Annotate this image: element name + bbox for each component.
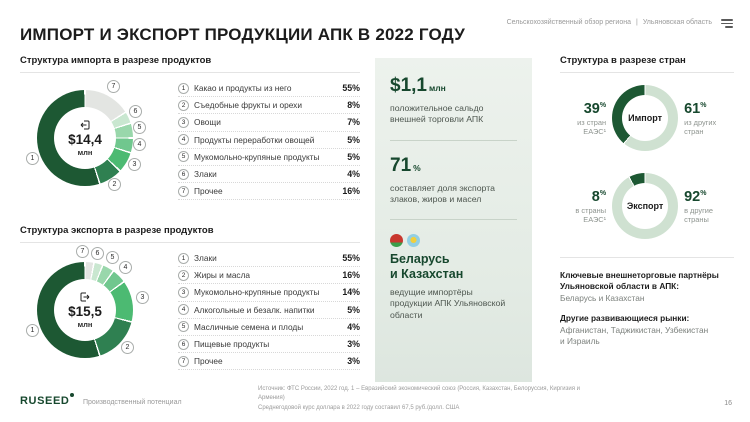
- export-section-title: Структура экспорта в разрезе продуктов: [20, 225, 214, 236]
- export-share-desc: составляет доля экспорта злаков, жиров и масел: [390, 182, 495, 204]
- export-eaeu-stat: 8% в страны ЕАЭС¹: [575, 189, 607, 224]
- import-segment-marker-3: 3: [128, 158, 141, 171]
- export-products-section: [20, 225, 360, 373]
- import-countries-chart: [560, 85, 734, 151]
- export-donut-center: [54, 279, 116, 341]
- export-share-stat: [390, 155, 517, 206]
- list-item: 5 Масличные семена и плоды 4%: [178, 319, 360, 336]
- hamburger-menu-icon[interactable]: [721, 19, 733, 30]
- export-segment-marker-3: 3: [136, 291, 149, 304]
- export-segment-marker-2: 2: [121, 341, 134, 354]
- header-meta: [507, 19, 712, 26]
- divider: [390, 219, 517, 220]
- partners-block: [390, 234, 517, 321]
- import-eaeu-stat: 39% из стран ЕАЭС¹: [577, 101, 607, 136]
- list-item: 4 Продукты переработки овощей 5%: [178, 132, 360, 149]
- list-item: 2 Съедобные фрукты и орехи 8%: [178, 97, 360, 114]
- import-donut-ring: [37, 90, 133, 186]
- countries-column: [560, 55, 734, 355]
- list-item: 5 Мукомольно-крупяные продукты 5%: [178, 149, 360, 166]
- export-donut-ring: [37, 262, 133, 358]
- key-partners-title: Ключевые внешнеторговые партнёры: [560, 270, 719, 280]
- import-donut-center: [54, 107, 116, 169]
- kazakhstan-flag-icon: [407, 234, 420, 247]
- import-other-stat: 61% из других стран: [684, 101, 717, 136]
- list-item: 1 Злаки 55%: [178, 250, 360, 267]
- header-meta-region: Ульяновская область: [642, 19, 712, 26]
- export-segment-marker-1: 1: [26, 324, 39, 337]
- export-donut-chart: [20, 249, 172, 373]
- belarus-flag-icon: [390, 234, 403, 247]
- import-segment-marker-5: 5: [133, 121, 146, 134]
- footer-tagline: Производственный потенциал: [83, 399, 182, 406]
- header-meta-report: Сельскохозяйственный обзор региона: [506, 19, 631, 26]
- export-icon: [79, 291, 91, 303]
- header-meta-divider: |: [636, 19, 638, 26]
- trade-balance-stat: [390, 75, 517, 126]
- export-countries-donut: [612, 173, 678, 239]
- divider: [20, 72, 360, 73]
- trade-balance-value: $1,1: [390, 75, 427, 96]
- divider: [560, 72, 734, 73]
- export-segment-marker-5: 5: [106, 251, 119, 264]
- list-item: 4 Алкогольные и безалк. напитки 5%: [178, 302, 360, 319]
- export-share-unit: %: [413, 162, 421, 173]
- partner-countries-title: Беларусь и Казахстан: [390, 252, 464, 281]
- divider: [390, 140, 517, 141]
- list-item: 2 Жиры и масла 16%: [178, 267, 360, 284]
- trade-balance-desc: положительное сальдо внешней торговли АПК: [390, 103, 484, 125]
- import-section-title: Структура импорта в разрезе продуктов: [20, 55, 212, 66]
- key-partners-text: Беларусь и Казахстан: [560, 293, 645, 304]
- partner-countries-desc: ведущие импортёры продукции АПК Ульяновской области: [390, 287, 506, 320]
- list-item: 1 Какао и продукты из него 55%: [178, 80, 360, 97]
- export-other-stat: 92% в другие страны: [684, 189, 714, 224]
- divider: [20, 242, 360, 243]
- export-total-value: $15,5: [68, 304, 102, 319]
- import-segment-marker-1: 1: [26, 152, 39, 165]
- summary-panel: [375, 58, 532, 382]
- partner-flags: [390, 234, 517, 247]
- page-number: 16: [724, 400, 732, 407]
- export-total-unit: млн: [77, 320, 93, 329]
- divider: [560, 257, 734, 258]
- import-countries-donut: [612, 85, 678, 151]
- countries-section-title: Структура в разрезе стран: [560, 55, 686, 66]
- import-segment-marker-4: 4: [133, 138, 146, 151]
- import-segment-marker-6: 6: [129, 105, 142, 118]
- import-segment-marker-7: 7: [107, 80, 120, 93]
- list-item: 6 Злаки 4%: [178, 166, 360, 183]
- import-total-value: $14,4: [68, 132, 102, 147]
- list-item: 7 Прочее 16%: [178, 183, 360, 200]
- import-segment-marker-2: 2: [108, 178, 121, 191]
- export-segment-marker-6: 6: [91, 247, 104, 260]
- import-products-list: [178, 79, 360, 203]
- logo-seed-icon: [70, 393, 74, 397]
- ruseed-logo: RUSEED: [20, 393, 74, 407]
- import-total-unit: млн: [77, 148, 93, 157]
- import-donut-chart: [20, 79, 172, 203]
- list-item: 7 Прочее 3%: [178, 353, 360, 370]
- export-countries-donut-label: Экспорт: [622, 183, 668, 229]
- trade-balance-unit: млн: [428, 83, 446, 93]
- emerging-markets-title: Другие развивающиеся рынки:: [560, 312, 690, 323]
- import-icon: [79, 119, 91, 131]
- emerging-markets-text: Афганистан, Таджикистан, Узбекистан и Израиль: [560, 324, 709, 346]
- list-item: 6 Пищевые продукты 3%: [178, 336, 360, 353]
- list-item: 3 Овощи 7%: [178, 114, 360, 131]
- footer-source-note: Источник: ФТС России, 2022 год. 1 – Евразийский экономический союз (Россия, Казахстан, Белоруссия, Киргизия и Армения) Среднегодовой курс доллара в 2022 году составил 67,5 руб./долл. США: [258, 386, 580, 411]
- import-products-section: [20, 55, 360, 203]
- export-share-value: 71: [390, 154, 412, 176]
- import-countries-donut-label: Импорт: [622, 95, 668, 141]
- export-countries-chart: [560, 173, 734, 239]
- export-segment-marker-4: 4: [119, 261, 132, 274]
- export-segment-marker-7: 7: [76, 245, 89, 258]
- export-products-list: [178, 249, 360, 373]
- key-partners-block: Ключевые внешнеторговые партнёры Ульяновской области в АПК: Беларусь и Казахстан Другие развивающиеся рынки: Афганистан, Таджикистан, Узбекистан и Израиль: [560, 270, 734, 347]
- list-item: 3 Мукомольно-крупяные продукты 14%: [178, 284, 360, 301]
- page-title: ИМПОРТ И ЭКСПОРТ ПРОДУКЦИИ АПК В 2022 ГОДУ: [20, 25, 465, 45]
